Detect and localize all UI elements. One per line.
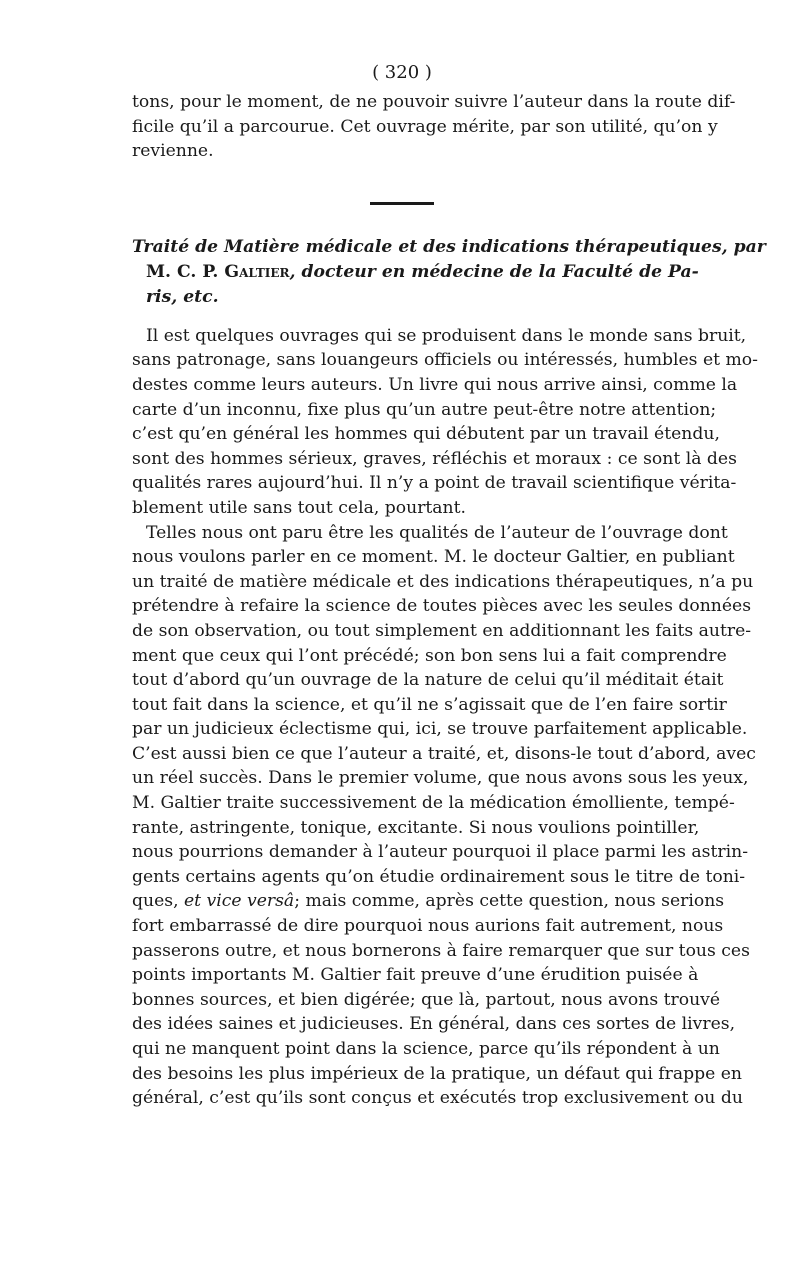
title-initials: M. C. P.: [146, 261, 225, 282]
text-fragment: ; mais comme, après cette question, nous serions: [294, 891, 725, 912]
text-line: ment que ceux qui l’ont précédé; son bon sens lui a fait comprendre: [132, 645, 727, 666]
italic-phrase: et vice versâ: [184, 891, 295, 912]
title-line: Traité de Matière médicale et des indications thérapeutiques, par: [132, 236, 766, 257]
text-line: rante, astringente, tonique, excitante. Si nous voulions pointiller,: [132, 817, 700, 838]
text-line: revienne.: [132, 141, 214, 162]
text-line: des besoins les plus impérieux de la pratique, un défaut qui frappe en: [132, 1063, 742, 1084]
text-line: C’est aussi bien ce que l’auteur a traité, et, disons-le tout d’abord, avec: [132, 743, 756, 764]
title-line: ris, etc.: [146, 286, 219, 307]
page-number: ( 320 ): [372, 62, 432, 83]
text-line: nous pourrions demander à l’auteur pourquoi il place parmi les astrin-: [132, 842, 748, 863]
text-line: des idées saines et judicieuses. En général, dans ces sortes de livres,: [132, 1014, 736, 1035]
text-line: Il est quelques ouvrages qui se produisent dans le monde sans bruit,: [146, 325, 747, 346]
text-line: par un judicieux éclectisme qui, ici, se trouve parfaitement applicable.: [132, 719, 748, 740]
text-line: ficile qu’il a parcourue. Cet ouvrage mérite, par son utilité, qu’on y: [132, 116, 718, 137]
text-line: destes comme leurs auteurs. Un livre qui nous arrive ainsi, comme la: [132, 374, 738, 395]
document-page: [132, 60, 766, 1111]
section-divider: [370, 202, 434, 205]
text-line: points importants M. Galtier fait preuve d’une érudition puisée à: [132, 965, 699, 986]
text-line: Telles nous ont paru être les qualités de l’auteur de l’ouvrage dont: [146, 522, 728, 543]
text-line: bonnes sources, et bien digérée; que là, partout, nous avons trouvé: [132, 989, 721, 1010]
text-line: sans patronage, sans louangeurs officiels ou intéressés, humbles et mo-: [132, 350, 758, 371]
text-line: c’est qu’en général les hommes qui débutent par un travail étendu,: [132, 424, 720, 445]
text-line: fort embarrassé de dire pourquoi nous aurions fait autrement, nous: [132, 916, 724, 937]
text-line: blement utile sans tout cela, pourtant.: [132, 497, 466, 518]
author-name: Galtier: [224, 261, 290, 282]
text-line: qualités rares aujourd’hui. Il n’y a point de travail scientifique vérita-: [132, 473, 737, 494]
text-line: un traité de matière médicale et des indications thérapeutiques, n’a pu: [132, 571, 754, 592]
text-line: carte d’un inconnu, fixe plus qu’un autre peut-être notre attention;: [132, 399, 717, 420]
text-line: prétendre à refaire la science de toutes pièces avec les seules données: [132, 596, 752, 617]
text-line: [132, 889, 725, 914]
body-paragraph-2: [132, 521, 756, 1111]
text-line: tout fait dans la science, et qu’il ne s’agissait que de l’en faire sortir: [132, 694, 727, 715]
text-line: général, c’est qu’ils sont conçus et exécutés trop exclusivement ou du: [132, 1088, 743, 1109]
body-paragraph-1: [132, 324, 758, 521]
text-line: tons, pour le moment, de ne pouvoir suivre l’auteur dans la route dif-: [132, 92, 736, 112]
text-line: de son observation, ou tout simplement en additionnant les faits autre-: [132, 620, 752, 641]
text-line: tout d’abord qu’un ouvrage de la nature de celui qu’il méditait était: [132, 670, 724, 691]
text-line: un réel succès. Dans le premier volume, que nous avons sous les yeux,: [132, 768, 749, 789]
text-line: nous voulons parler en ce moment. M. le docteur Galtier, en publiant: [132, 547, 735, 568]
title-line-rest: , docteur en médecine de la Faculté de Pa-: [289, 261, 699, 282]
review-title: [132, 235, 766, 310]
text-line: sont des hommes sérieux, graves, réfléchis et moraux : ce sont là des: [132, 448, 737, 469]
text-line: qui ne manquent point dans la science, parce qu’ils répondent à un: [132, 1039, 720, 1059]
text-line: gents certains agents qu’on étudie ordinairement sous le titre de toni-: [132, 866, 746, 887]
title-line: [132, 260, 699, 285]
text-fragment: ques,: [132, 891, 184, 912]
text-line: M. Galtier traite successivement de la médication émolliente, tempé-: [132, 793, 735, 814]
text-line: passerons outre, et nous bornerons à faire remarquer que sur tous ces: [132, 940, 750, 961]
intro-paragraph: [132, 90, 736, 164]
